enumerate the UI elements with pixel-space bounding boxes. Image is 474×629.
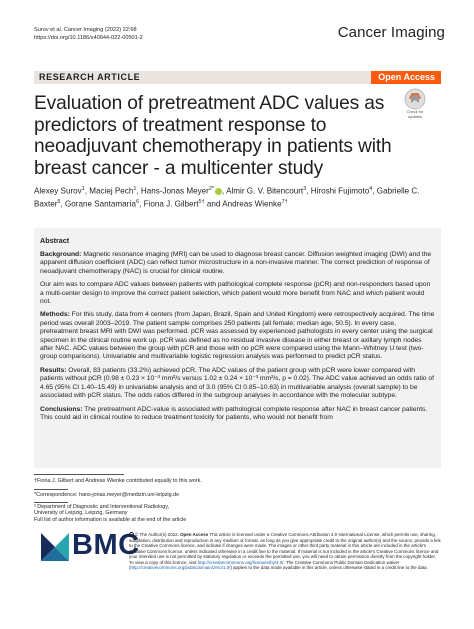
- license-text-end: ) applies to the data made available in this article, unless otherwise stated in a credit line to the data.: [230, 565, 428, 571]
- author-name: Hans-Jonas Meyer: [140, 186, 209, 196]
- license-text-mid: . The Creative Commons Public Domain Dedication waiver (: [129, 559, 400, 571]
- bmc-logo-mark-icon: [40, 532, 70, 562]
- check-for-updates-icon[interactable]: [404, 88, 426, 110]
- abstract-section-label: Background:: [40, 251, 82, 258]
- author-affiliation-mark: 4: [369, 186, 373, 192]
- abstract-paragraph: [40, 367, 435, 401]
- abstract-section-text: The pretreatment ADC-value is associated with pathological complete response after NAC in breast cancer patients. This could aid in clinical routine to reduce treatment toxicity for patients, who would not benefit from: [40, 405, 428, 421]
- article-title: Evaluation of pretreatment ADC values as predictors of treatment response to neoadjuvant chemotherapy in patients with breast cancer - a multicenter study: [34, 93, 392, 179]
- abstract-section-label: Conclusions:: [40, 405, 83, 413]
- abstract-section-text: Magnetic resonance imaging (MRI) can be used to diagnose breast cancer. Diffusion weighted imaging (DWI) and the apparent diffusion coefficient (ADC) can reflect tumor microstructure in a non-invasive manner. The correct prediction of response of neoadjuvant chemotherapy (NAC) is crucial for clinical routine.: [40, 251, 432, 275]
- abstract-heading: Abstract: [40, 236, 70, 245]
- author-name: Gabrielle C. Baxter: [34, 186, 420, 209]
- abstract-paragraph: [40, 251, 435, 276]
- article-type-band: [34, 71, 441, 84]
- footnote-correspondence[interactable]: *Correspondence: hans-jonas.meyer@medizin.uni-leipzig.de: [34, 492, 180, 498]
- abstract-paragraph: [40, 281, 435, 306]
- open-access-badge: Open Access: [371, 71, 441, 84]
- author-affiliation-mark: 5: [57, 198, 61, 205]
- author-affiliation-mark: 1: [133, 186, 137, 192]
- license-link-cc0[interactable]: http://creativecommons.org/publicdomain/zero/1.0/: [130, 565, 231, 571]
- author-name: Fiona J. Gilbert: [143, 199, 199, 209]
- orcid-icon[interactable]: [215, 188, 222, 195]
- citation-line: Surov et al. Cancer Imaging (2022) 22:68: [34, 27, 137, 33]
- license-open-access: Open Access: [180, 532, 209, 537]
- footnote-affiliation: ² Department of Diagnostic and Interventional Radiology, University of Leipzig, Leipzig, Germany: [34, 504, 170, 517]
- abstract-section-text: Overall, 83 patients (33.2%) achieved pCR. The ADC values of the patient group with pCR were lower compared with patients without pCR (0.98 ± 0.23 × 10⁻³ mm²/s versus 1.02 ± 0.24 × 10⁻³ mm²/s, p = 0.02). The ADC value achieved an odds ratio of 4.65 (95% CI 1.40–15.49) in univariable analysis and of 3.0 (95% CI 0.85–10.63) in multivariable analysis (overall sample) to be associated with pCR status. The odds ratios differed in the subgroup analyses in accordance with the molecular subtype.: [40, 366, 434, 400]
- author-list: Alexey Surov$^1$, Maciej Pech$^1$, Hans-Jonas Meyer$^{2*}$ , Almir G. V. Bitencourt$^3$, Hiroshi Fujimoto$^4$, Gabrielle C. Baxter$^5$, Gorane Santamaría$^6$, Fiona J. Gilbert$^{5\dagger}$ and Andreas Wienke$^{7\dagger}$: [34, 186, 420, 209]
- abstract-body: [40, 251, 435, 422]
- license-link-cc-by[interactable]: http://creativecommons.org/licenses/by/4.0/: [197, 559, 284, 565]
- journal-name[interactable]: Cancer Imaging: [337, 24, 445, 41]
- license-text: This article is licensed under a Creative Commons Attribution 4.0 International License, which permits use, sharing, adaptation, distribution and reproduction in any medium or format, as long as you give appropriate credit to the original author(s) and the source, provide a link to the Creative Commons licence, and indicate if changes were made. The images or other third party material in this article are included in the article's Creative Commons licence, unless indicated otherwise in a credit line to the material. If material is not included in the article's Creative Commons licence and your intended use is not permitted by statutory regulation or exceeds the permitted use, you will need to obtain permission directly from the copyright holder. To view a copy of this licence, visit: [129, 532, 441, 565]
- author-name: Hiroshi Fujimoto: [310, 186, 370, 196]
- author-name: Andreas Wienke: [222, 199, 282, 209]
- footnote-rule: [34, 474, 124, 475]
- footnote-full-list: Full list of author information is available at the end of the article: [34, 517, 187, 523]
- author-name: Gorane Santamaría: [64, 199, 137, 209]
- check-for-updates-caption: Check for updates: [406, 109, 424, 119]
- article-type-label: RESEARCH ARTICLE: [39, 72, 141, 82]
- copyright: © The Author(s) 2022.: [135, 532, 179, 537]
- author-name: Maciej Pech: [89, 186, 134, 196]
- cc-license-icon: [129, 532, 134, 537]
- author-affiliation-mark: 2*: [208, 186, 215, 192]
- license-statement: [129, 532, 441, 571]
- abstract-section-label: Results:: [40, 366, 67, 374]
- abstract-section-text: For this study, data from 4 centers (from Japan, Brazil, Spain and United Kingdom) were retrospectively acquired. The time period was overall 2003–2019. The patient sample comprises 250 patients (all female; median age, 50.5). In every case, pretreatment breast MRI with DWI was performed. pCR was assessed by experienced pathologists in every center using the surgical specimen in the clinical routine work up. pCR was defined as no residual invasive disease in either breast or axillary lymph nodes after NAC. ADC values between the group with pCR and those with no pCR were compared using the Mann–Whitney U test (two-group comparisons). Univariable and multivariable logistic regression analysis was performed to predict pCR status.: [40, 311, 435, 361]
- abstract-paragraph: [40, 406, 435, 423]
- author-affiliation-mark: 5†: [198, 198, 205, 205]
- bmc-logo[interactable]: BMC: [72, 529, 140, 561]
- abstract-paragraph: [40, 311, 435, 361]
- footnote-equal-contribution: †Fiona J. Gilbert and Andreas Wienke contributed equally to this work.: [34, 478, 202, 484]
- author-name: Almir G. V. Bitencourt: [226, 186, 304, 196]
- author-affiliation-mark: 7†: [281, 198, 288, 205]
- footnote-rule: [34, 502, 68, 503]
- article-meta: [34, 27, 143, 42]
- author-affiliation-mark: 3: [303, 186, 307, 192]
- abstract-section-text: Our aim was to compare ADC values between patients with pathological complete response (pCR) and non-responders based upon a multi-center design to improve the correct patient selection, which patient would more benefit from NAC and which patient would not.: [40, 281, 431, 306]
- author-affiliation-mark: 6: [136, 198, 140, 205]
- abstract-section-label: Methods:: [40, 311, 70, 319]
- author-name: Alexey Surov: [34, 186, 82, 196]
- doi-link[interactable]: https://doi.org/10.1186/s40644-022-00501-2: [34, 34, 143, 41]
- abstract-box: [34, 228, 441, 468]
- footnote-rule: [34, 489, 68, 490]
- author-affiliation-mark: 1: [81, 186, 85, 192]
